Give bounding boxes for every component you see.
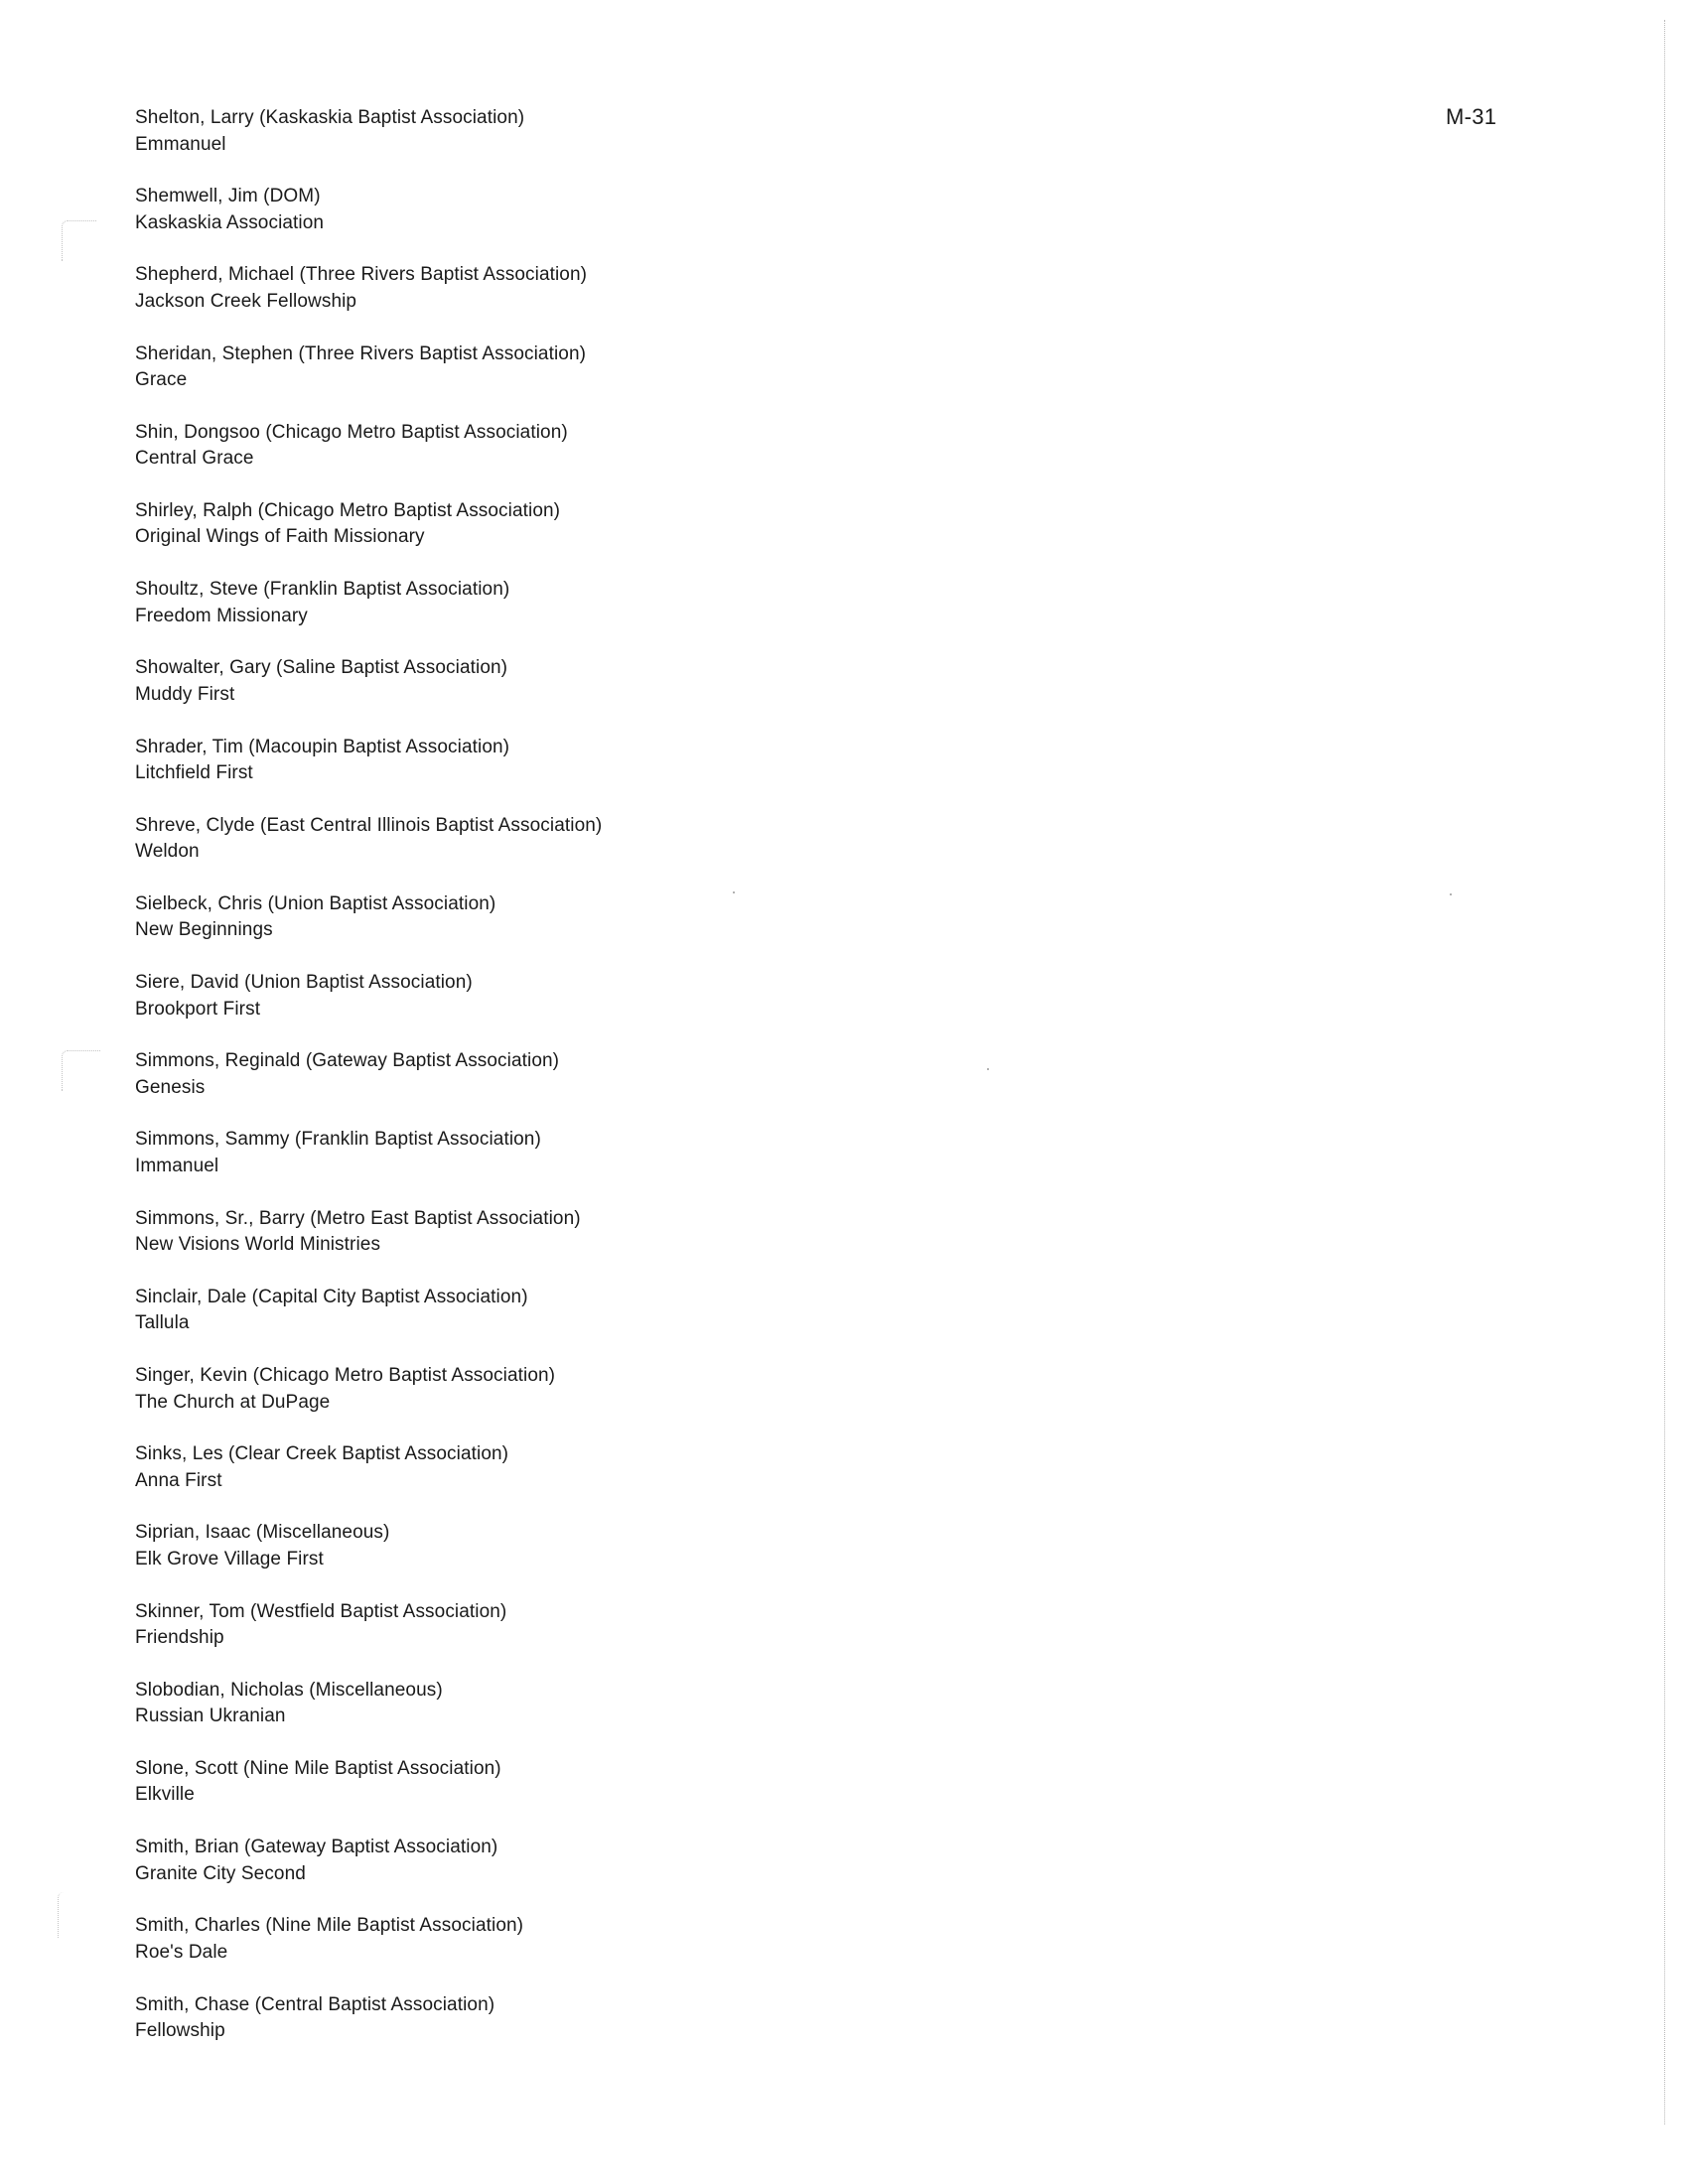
entry-name: Smith, Brian (Gateway Baptist Association) — [135, 1837, 498, 1858]
entry-church: Elk Grove Village First — [135, 1548, 324, 1570]
entry-name: Skinner, Tom (Westfield Baptist Association) — [135, 1600, 507, 1622]
entry-name: Sinks, Les (Clear Creek Baptist Association) — [135, 1443, 509, 1465]
entry-church: Friendship — [135, 1627, 224, 1649]
entry-church: Elkville — [135, 1784, 195, 1806]
entry-name: Siprian, Isaac (Miscellaneous) — [135, 1522, 390, 1544]
directory-entry — [135, 1363, 890, 1441]
directory-entry — [135, 891, 890, 970]
directory-entry — [135, 262, 890, 341]
directory-entry — [135, 577, 890, 655]
entry-name: Shin, Dongsoo (Chicago Metro Baptist Association) — [135, 421, 568, 443]
directory-entry — [135, 341, 890, 420]
entry-name: Shirley, Ralph (Chicago Metro Baptist Association) — [135, 499, 561, 521]
scan-speck — [1450, 893, 1452, 895]
directory-entry — [135, 1835, 890, 1913]
entry-name: Shelton, Larry (Kaskaskia Baptist Association) — [135, 107, 525, 128]
entry-name: Siere, David (Union Baptist Association) — [135, 972, 473, 994]
entry-church: Jackson Creek Fellowship — [135, 290, 357, 312]
entry-church: Emmanuel — [135, 133, 226, 155]
directory-entry — [135, 1913, 890, 1991]
entry-name: Singer, Kevin (Chicago Metro Baptist Association) — [135, 1365, 556, 1386]
scan-speck — [987, 1068, 989, 1070]
entry-church: Anna First — [135, 1469, 222, 1491]
directory-entry — [135, 1992, 890, 2071]
entry-church: Central Grace — [135, 448, 254, 470]
hole-punch-mark — [62, 220, 96, 261]
scan-edge-line — [1664, 20, 1665, 2124]
entry-church: Genesis — [135, 1076, 206, 1098]
directory-entry — [135, 1206, 890, 1285]
entry-name: Slone, Scott (Nine Mile Baptist Association) — [135, 1757, 501, 1779]
page-number: M-31 — [1446, 104, 1497, 129]
entry-church: Fellowship — [135, 2020, 225, 2041]
entry-church: Muddy First — [135, 683, 235, 705]
directory-entry — [135, 813, 890, 891]
entry-name: Simmons, Sammy (Franklin Baptist Association) — [135, 1129, 541, 1151]
hole-punch-mark — [58, 1892, 98, 1938]
directory-entry — [135, 498, 890, 577]
entry-church: Kaskaskia Association — [135, 211, 325, 233]
entry-name: Smith, Chase (Central Baptist Association) — [135, 1993, 495, 2015]
entry-church: Brookport First — [135, 998, 261, 1020]
entry-name: Sheridan, Stephen (Three Rivers Baptist Association) — [135, 342, 587, 364]
entry-name: Shoultz, Steve (Franklin Baptist Association) — [135, 579, 510, 601]
entry-name: Slobodian, Nicholas (Miscellaneous) — [135, 1679, 443, 1701]
entry-name: Simmons, Reginald (Gateway Baptist Association) — [135, 1050, 560, 1072]
directory-entry — [135, 1756, 890, 1835]
directory-entry — [135, 420, 890, 498]
directory-entry — [135, 1127, 890, 1205]
directory-entry — [135, 1678, 890, 1756]
entry-church: Weldon — [135, 841, 200, 863]
directory-entry — [135, 184, 890, 262]
entry-name: Simmons, Sr., Barry (Metro East Baptist Association) — [135, 1207, 581, 1229]
entry-name: Smith, Charles (Nine Mile Baptist Association) — [135, 1915, 524, 1937]
directory-entry — [135, 1599, 890, 1678]
entry-name: Shemwell, Jim (DOM) — [135, 186, 321, 207]
directory-entry — [135, 1441, 890, 1520]
directory-list — [135, 105, 890, 2071]
entry-church: Tallula — [135, 1312, 190, 1334]
hole-punch-mark — [62, 1050, 100, 1091]
entry-name: Sinclair, Dale (Capital City Baptist Association) — [135, 1286, 528, 1307]
scan-speck — [733, 891, 735, 893]
entry-church: The Church at DuPage — [135, 1391, 331, 1413]
directory-entry — [135, 655, 890, 734]
entry-church: Freedom Missionary — [135, 605, 308, 626]
entry-name: Shreve, Clyde (East Central Illinois Baptist Association) — [135, 814, 603, 836]
entry-church: Litchfield First — [135, 762, 253, 783]
entry-name: Showalter, Gary (Saline Baptist Association) — [135, 657, 508, 679]
entry-church: New Visions World Ministries — [135, 1234, 381, 1256]
directory-entry — [135, 970, 890, 1048]
directory-entry — [135, 735, 890, 813]
directory-entry — [135, 1285, 890, 1363]
entry-name: Sielbeck, Chris (Union Baptist Association) — [135, 892, 496, 914]
entry-church: New Beginnings — [135, 919, 273, 941]
entry-church: Immanuel — [135, 1155, 219, 1176]
directory-entry — [135, 105, 890, 184]
entry-church: Granite City Second — [135, 1862, 306, 1884]
entry-name: Shepherd, Michael (Three Rivers Baptist Association) — [135, 264, 588, 286]
entry-church: Russian Ukranian — [135, 1706, 286, 1727]
directory-entry — [135, 1520, 890, 1598]
entry-name: Shrader, Tim (Macoupin Baptist Association) — [135, 736, 510, 757]
entry-church: Original Wings of Faith Missionary — [135, 526, 425, 548]
entry-church: Roe's Dale — [135, 1941, 228, 1963]
directory-entry — [135, 1048, 890, 1127]
entry-church: Grace — [135, 369, 188, 391]
